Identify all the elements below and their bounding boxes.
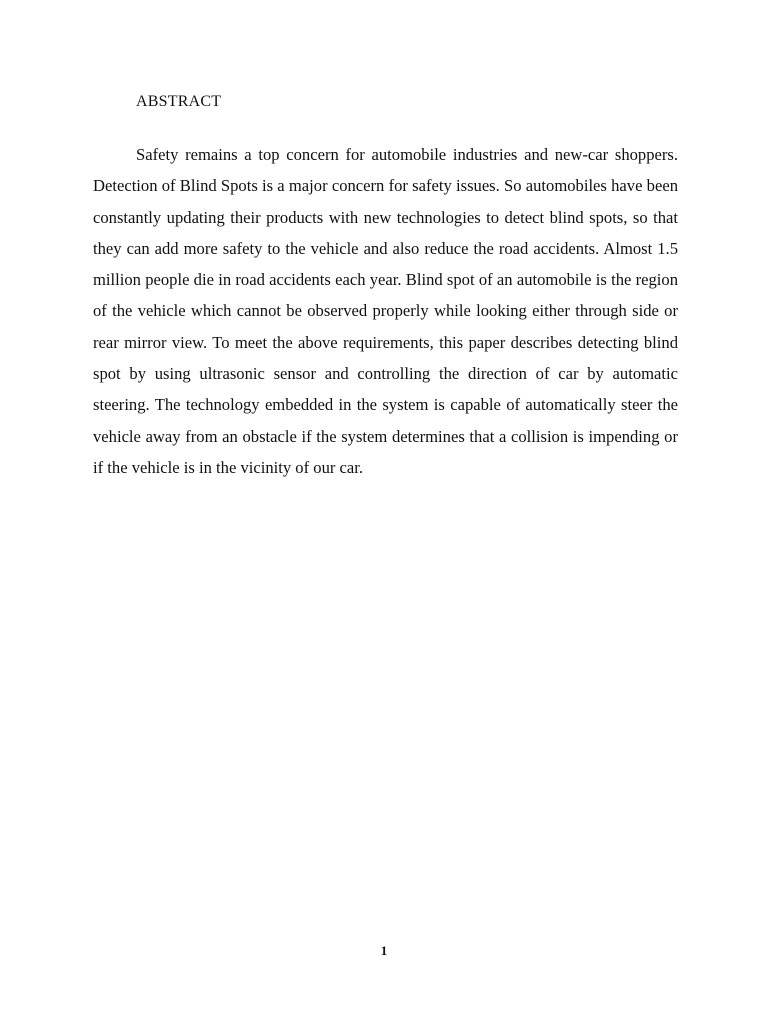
page-number: 1 <box>380 943 388 958</box>
abstract-paragraph: Safety remains a top concern for automobile industries and new-car shoppers. Detection of Blind Spots is a major concern for safety issues. So automobiles have been constantly updating their products with new technologies to detect blind spots, so that they can add more safety to the vehicle and also reduce the road accidents. Almost 1.5 million people die in road accidents each year. Blind spot of an automobile is the region of the vehicle which cannot be observed properly while looking either through side or rear mirror view. To meet the above requirements, this paper describes detecting blind spot by using ultrasonic sensor and controlling the direction of car by automatic steering. The technology embedded in the system is capable of automatically steer the vehicle away from an obstacle if the system determines that a collision is impending or if the vehicle is in the vicinity of our car. <box>93 145 678 477</box>
abstract-heading: ABSTRACT <box>136 93 222 110</box>
